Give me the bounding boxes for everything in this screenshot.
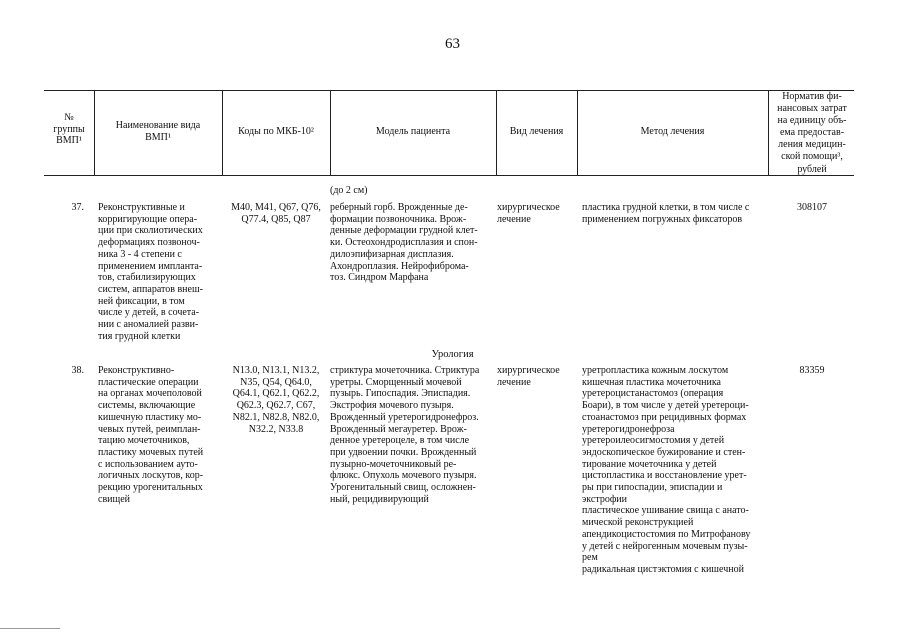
header-group-number: № группы ВМП¹ [53, 112, 85, 147]
header-bottom-rule [44, 175, 854, 176]
row37-carryover-text: (до 2 см) [330, 185, 368, 196]
col-divider [577, 90, 578, 176]
col-divider [496, 90, 497, 176]
row37-patient-model: реберный горб. Врожденные де- формации позвоночника. Врож- денные деформации грудной клет- ки. Остеохондродисплазия и спон- дилоэпифизарная дисплазия. Ахондроплазия. Нейрофиброма- тоз. Синдром Марфана [330, 202, 478, 284]
row37-cost-norm: 308107 [797, 202, 827, 213]
header-patient-model: Модель пациента [375, 126, 451, 137]
section-heading-urology: Урология [431, 349, 474, 360]
page-number: 63 [445, 36, 460, 52]
header-cost-norm: Норматив фи- нансовых затрат на единицу объ- ема предостав- ления медицин- ской помощи³, рублей [777, 91, 847, 175]
header-top-rule [44, 90, 854, 91]
header-icd-codes: Коды по МКБ-10² [238, 126, 314, 137]
row38-number: 38. [71, 365, 84, 376]
row37-treatment-method: пластика грудной клетки, в том числе с применением погружных фиксаторов [582, 202, 750, 225]
row37-treatment-type: хирургическое лечение [497, 202, 560, 225]
col-divider [330, 90, 331, 176]
row38-treatment-type: хирургическое лечение [497, 365, 560, 388]
header-treatment-method: Метод лечения [640, 126, 705, 137]
row37-number: 37. [71, 202, 84, 213]
row38-treatment-method: уретропластика кожным лоскутом кишечная пластика мочеточника уретероцистанастомоз (операция Боари), в том числе у детей уретероци- стоанастомоз при рецидивных формах уретерогидронефроза уретероилеосигмостомия у детей эндоскопическое бужирование и стен- тирование мочеточника у детей цистопластика и восстановление урет- ры при гипоспадии, эписпадии и экстрофии пластическое ушивание свища с анато- мической реконструкцией апендикоцистостомия по Митрофанову у детей с нейрогенным мочевым пузы- рем радикальная цистэктомия с кишечной [582, 365, 751, 575]
col-divider [94, 90, 95, 176]
scan-mark [0, 628, 60, 629]
header-vmp-name: Наименование вида ВМП¹ [115, 120, 201, 143]
row38-cost-norm: 83359 [799, 365, 825, 376]
row38-icd-codes: N13.0, N13.1, N13.2, N35, Q54, Q64.0, Q64.1, Q62.1, Q62.2, Q62.3, Q62.7, C67, N82.1, N82.8, N82.0, N32.2, N33.8 [232, 365, 320, 435]
col-divider [768, 90, 769, 176]
row38-vmp-name: Реконструктивно- пластические операции на органах мочеполовой системы, включающие кишечную пластику мо- чевых путей, реимплан- тацию мочеточников, пластику мочевых путей с использованием ауто- логичных лоскутов, кор- рекцию урогенитальных свищей [98, 365, 204, 505]
row38-patient-model: стриктура мочеточника. Стриктура уретры. Сморщенный мочевой пузырь. Гипоспадия. Эписпадия. Экстрофия мочевого пузыря. Врожденный уретерогидронефроз. Врожденный мегауретер. Врож- денное уретероцеле, в том числе при удвоении почки. Врожденный пузырно-мочеточниковый ре- флюкс. Опухоль мочевого пузыря. Урогенитальный свищ, осложнен- ный, рецидивирующий [330, 365, 480, 505]
row37-vmp-name: Реконструктивные и корригирующие опера- ции при сколиотических деформациях позвоноч- ника 3 - 4 степени с применением имплантa- тов, стабилизирующих систем, аппаратов внеш- ней фиксации, в том числе у детей, в сочета- нии с аномалией разви- тия грудной клетки [98, 202, 203, 342]
header-treatment-type: Вид лечения [509, 126, 564, 137]
row37-icd-codes: M40, M41, Q67, Q76, Q77.4, Q85, Q87 [231, 202, 321, 225]
col-divider [222, 90, 223, 176]
